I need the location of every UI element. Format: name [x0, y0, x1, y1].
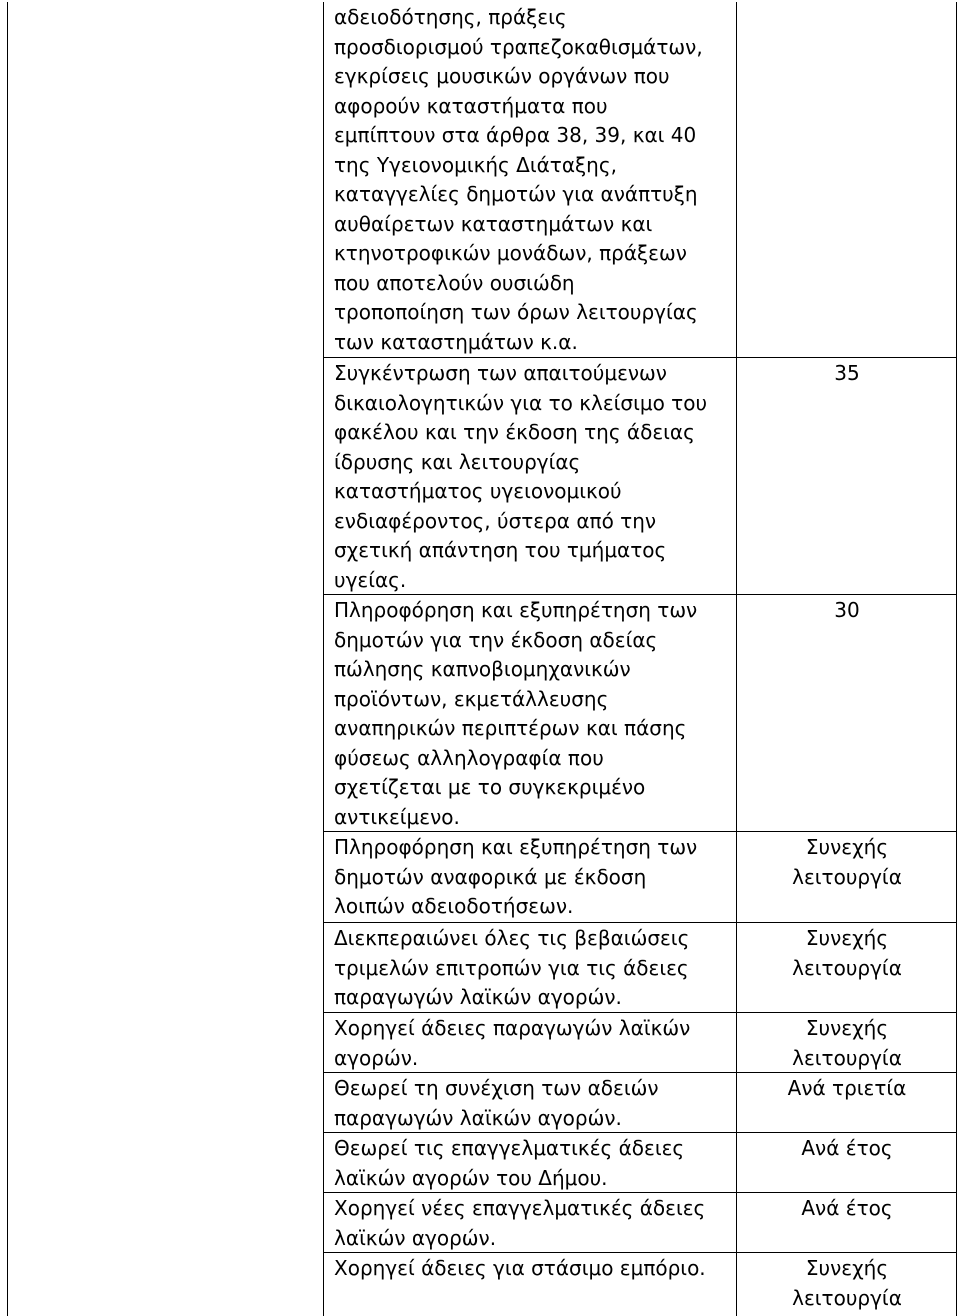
row-separator [323, 357, 956, 358]
task-frequency: Ανά έτος [801, 1136, 893, 1160]
task-description: Συγκέντρωση των απαιτούμενων δικαιολογητικών για το κλείσιμο του φακέλου και την έκδοση της άδειας ίδρυσης και λειτουργίας καταστήματος υγειονομικού ενδιαφέροντος, ύστερα από την σχετική απάντηση του τμήματος υγείας. [334, 361, 708, 592]
task-description: Χορηγεί άδειες για στάσιμο εμπόριο. [334, 1256, 706, 1280]
tasks-table [7, 2, 957, 1316]
task-frequency: Συνεχής λειτουργία [792, 926, 902, 980]
task-frequency: 35 [834, 361, 860, 385]
task-frequency: Ανά έτος [801, 1196, 893, 1220]
task-description: Θεωρεί τις επαγγελματικές άδειες λαϊκών αγορών του Δήμου. [334, 1136, 685, 1190]
task-description: Θεωρεί τη συνέχιση των αδειών παραγωγών λαϊκών αγορών. [334, 1076, 659, 1130]
column-divider-left [323, 2, 324, 1316]
task-description: αδειοδότησης, πράξεις προσδιορισμού τραπεζοκαθισμάτων, εγκρίσεις μουσικών οργάνων που αφορούν καταστήματα που εμπίπτουν στα άρθρα 38, 39, και 40 της Υγειονομικής Διάταξης, καταγγελίες δημοτών για ανάπτυξη αυθαίρετων καταστημάτων και κτηνοτροφικών μονάδων, πράξεων που αποτελούν ουσιώδη τροποποίηση των όρων λειτουργίας των καταστημάτων κ.α. [334, 5, 703, 354]
task-description: Χορηγεί άδειες παραγωγών λαϊκών αγορών. [334, 1016, 691, 1070]
task-description: Πληροφόρηση και εξυπηρέτηση των δημοτών αναφορικά με έκδοση λοιπών αδειοδοτήσεων. [334, 835, 698, 918]
task-frequency: Συνεχής λειτουργία [792, 1016, 902, 1070]
row-separator [323, 922, 956, 923]
task-frequency: 30 [834, 598, 860, 622]
task-frequency: Ανά τριετία [787, 1076, 907, 1100]
task-frequency: Συνεχής λειτουργία [792, 1256, 902, 1310]
task-frequency: Συνεχής λειτουργία [792, 835, 902, 889]
task-description: Διεκπεραιώνει όλες τις βεβαιώσεις τριμελών επιτροπών για τις άδειες παραγωγών λαϊκών αγορών. [334, 926, 690, 1009]
task-description: Πληροφόρηση και εξυπηρέτηση των δημοτών για την έκδοση αδείας πώλησης καπνοβιομηχανικών προϊόντων, εκμετάλλευσης αναπηρικών περιπτέρων και πάσης φύσεως αλληλογραφία που σχετίζεται με το συγκεκριμένο αντικείμενο. [334, 598, 698, 829]
task-description: Χορηγεί νέες επαγγελματικές άδειες λαϊκών αγορών. [334, 1196, 706, 1250]
column-divider-right [736, 2, 737, 1316]
